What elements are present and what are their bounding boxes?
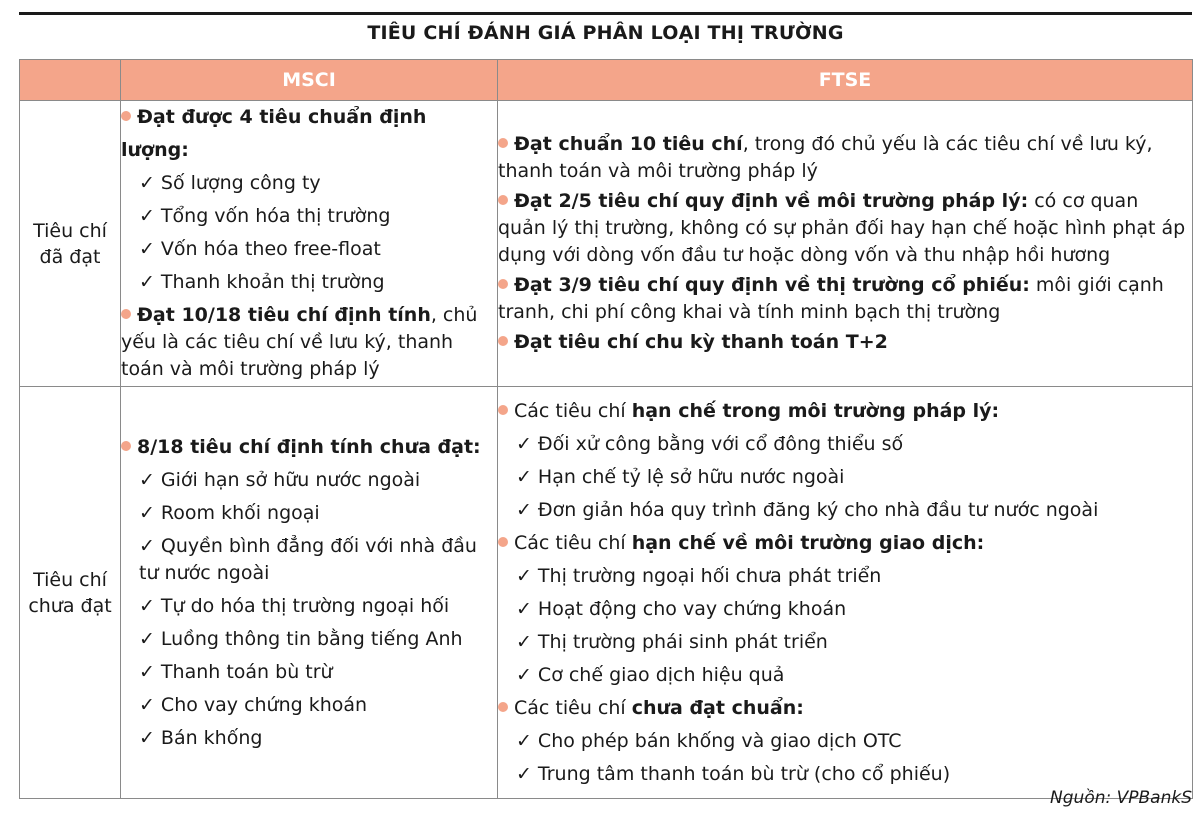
check-item: ✓ Bán khống xyxy=(139,726,263,749)
check-item: ✓ Giới hạn sở hữu nước ngoài xyxy=(139,468,421,491)
check-icon: ✓ xyxy=(139,271,155,293)
check-icon: ✓ xyxy=(139,693,155,716)
check-icon: ✓ xyxy=(516,762,532,785)
list-item: 8/18 tiêu chí định tính chưa đạt: xyxy=(121,431,497,464)
row-label-text: Tiêu chí chưa đạt xyxy=(28,568,112,617)
bullet-dot xyxy=(498,195,508,205)
msci-not-achieved-cell xyxy=(121,387,498,799)
check-icon: ✓ xyxy=(139,627,155,650)
check-icon: ✓ xyxy=(516,729,532,752)
bullet-dot xyxy=(498,336,508,346)
ftse-not-achieved-cell xyxy=(498,387,1193,799)
check-icon: ✓ xyxy=(139,534,155,557)
list-item: Các tiêu chí chưa đạt chuẩn: xyxy=(498,692,1192,725)
bullet-dot xyxy=(121,111,131,121)
check-item: ✓ Hoạt động cho vay chứng khoán xyxy=(516,597,847,620)
list-item: Đạt 10/18 tiêu chí định tính, chủ yếu là các tiêu chí về lưu ký, thanh toán và môi trường pháp lý xyxy=(121,304,478,380)
row-label-not-achieved xyxy=(20,387,121,799)
check-icon: ✓ xyxy=(139,205,155,227)
criteria-table xyxy=(19,59,1193,799)
check-icon: ✓ xyxy=(516,432,532,455)
source-note: Nguồn: VPBankS xyxy=(1050,788,1192,808)
bullet-dot xyxy=(498,279,508,289)
check-icon: ✓ xyxy=(139,172,155,194)
check-item: ✓ Cho phép bán khống và giao dịch OTC xyxy=(516,729,902,752)
check-item: ✓ Tổng vốn hóa thị trường xyxy=(139,205,391,227)
list-item: Đạt chuẩn 10 tiêu chí, trong đó chủ yếu là các tiêu chí về lưu ký, thanh toán và môi trường pháp lý xyxy=(498,133,1153,182)
table-row-not-achieved xyxy=(20,387,1193,799)
check-icon: ✓ xyxy=(139,501,155,524)
header-ftse: FTSE xyxy=(498,60,1193,101)
bullet-dot xyxy=(498,702,508,712)
check-icon: ✓ xyxy=(516,564,532,587)
check-item: ✓ Cơ chế giao dịch hiệu quả xyxy=(516,663,785,686)
check-item: ✓ Thanh toán bù trừ xyxy=(139,660,333,683)
list-item: Các tiêu chí hạn chế trong môi trường pháp lý: xyxy=(498,395,1192,428)
bullet-dot xyxy=(498,405,508,415)
check-icon: ✓ xyxy=(139,238,155,260)
check-item: ✓ Vốn hóa theo free-float xyxy=(139,238,381,260)
check-item: ✓ Thanh khoản thị trường xyxy=(139,271,385,293)
bullet-dot xyxy=(498,537,508,547)
list-item: Đạt 3/9 tiêu chí quy định về thị trường cổ phiếu: môi giới cạnh tranh, chi phí công khai và tính minh bạch thị trường xyxy=(498,274,1164,323)
header-msci: MSCI xyxy=(121,60,498,101)
check-item: ✓ Số lượng công ty xyxy=(139,172,321,194)
check-icon: ✓ xyxy=(516,498,532,521)
row-label-text: Tiêu chí đã đạt xyxy=(33,219,107,268)
check-icon: ✓ xyxy=(139,468,155,491)
check-item: ✓ Room khối ngoại xyxy=(139,501,320,524)
page-title: TIÊU CHÍ ĐÁNH GIÁ PHÂN LOẠI THỊ TRƯỜNG xyxy=(367,22,844,44)
check-item: ✓ Đối xử công bằng với cổ đông thiểu số xyxy=(516,432,904,455)
check-item: ✓ Luồng thông tin bằng tiếng Anh xyxy=(139,627,463,650)
list-item: Đạt 2/5 tiêu chí quy định về môi trường pháp lý: có cơ quan quản lý thị trường, không có sự phản đối hay hạn chế hoặc hình phạt áp dụng với dòng vốn đầu tư hoặc dòng vốn và thu nhập hồi hương xyxy=(498,190,1186,266)
check-item: ✓ Tự do hóa thị trường ngoại hối xyxy=(139,594,450,617)
check-item: ✓ Quyền bình đẳng đối với nhà đầu tư nước ngoài xyxy=(139,534,477,584)
check-icon: ✓ xyxy=(139,726,155,749)
msci-achieved-cell xyxy=(121,101,498,387)
check-item: ✓ Thị trường phái sinh phát triển xyxy=(516,630,828,653)
check-icon: ✓ xyxy=(516,630,532,653)
bullet-dot xyxy=(121,309,131,319)
check-icon: ✓ xyxy=(516,663,532,686)
header-empty xyxy=(20,60,121,101)
check-item: ✓ Thị trường ngoại hối chưa phát triển xyxy=(516,564,882,587)
check-item: ✓ Trung tâm thanh toán bù trừ (cho cổ phiếu) xyxy=(516,762,951,785)
list-item: Các tiêu chí hạn chế về môi trường giao dịch: xyxy=(498,527,1192,560)
top-rule xyxy=(19,12,1192,15)
list-item: Đạt được 4 tiêu chuẩn định lượng: xyxy=(121,106,427,161)
check-item: ✓ Cho vay chứng khoán xyxy=(139,693,368,716)
ftse-achieved-cell xyxy=(498,101,1193,387)
bullet-dot xyxy=(498,138,508,148)
check-icon: ✓ xyxy=(516,465,532,488)
check-item: ✓ Đơn giản hóa quy trình đăng ký cho nhà đầu tư nước ngoài xyxy=(516,498,1099,521)
list-item: Đạt tiêu chí chu kỳ thanh toán T+2 xyxy=(498,329,1192,356)
check-item: ✓ Hạn chế tỷ lệ sở hữu nước ngoài xyxy=(516,465,845,488)
row-label-achieved xyxy=(20,101,121,387)
check-icon: ✓ xyxy=(139,660,155,683)
check-icon: ✓ xyxy=(139,594,155,617)
table-row-achieved xyxy=(20,101,1193,387)
check-icon: ✓ xyxy=(516,597,532,620)
bullet-dot xyxy=(121,441,131,451)
header-row xyxy=(20,60,1193,101)
